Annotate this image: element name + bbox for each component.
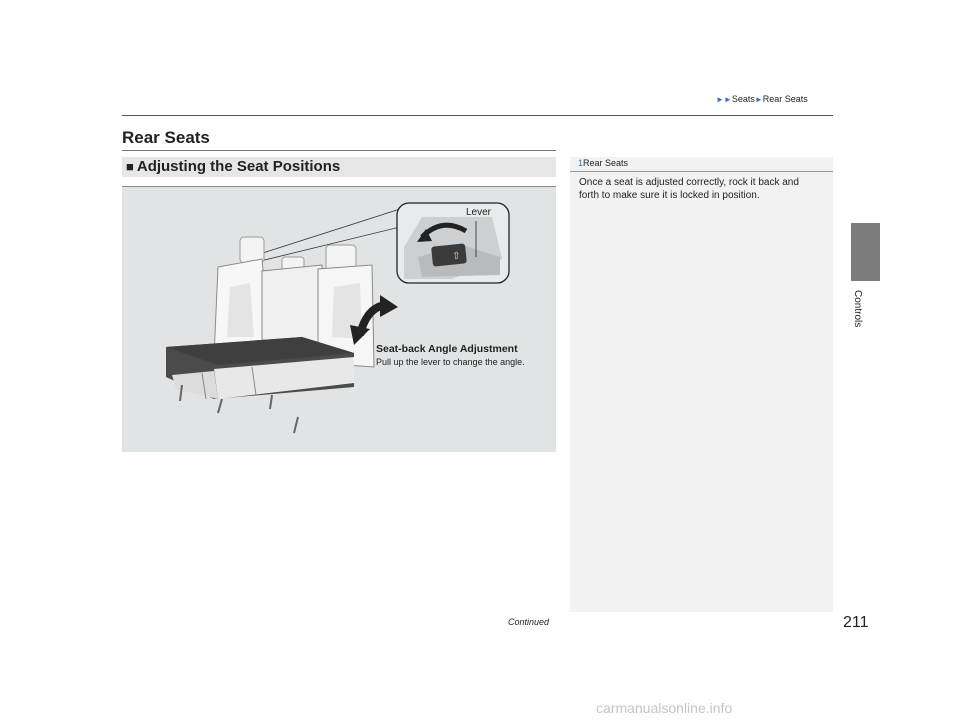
breadcrumb [716, 94, 808, 104]
side-note-heading-text: Rear Seats [583, 158, 629, 168]
title-divider [122, 150, 556, 151]
breadcrumb-arrow-icon: ► [754, 95, 763, 104]
section-title-text: Adjusting the Seat Positions [136, 158, 341, 175]
side-note-heading [578, 158, 628, 168]
page-number: 211 [843, 614, 869, 631]
page-title: Rear Seats [122, 128, 210, 147]
chapter-tab[interactable] [851, 223, 880, 281]
side-note-divider [570, 171, 833, 172]
chapter-tab-label[interactable]: Controls [852, 290, 863, 328]
lever-label: Lever [466, 207, 492, 218]
reference-number: 1 [578, 158, 584, 168]
rear-seat-illustration [122, 187, 556, 452]
breadcrumb-item-rear-seats[interactable]: Rear Seats [762, 94, 808, 104]
breadcrumb-arrow-icon: ► [723, 95, 732, 104]
breadcrumb-arrow-icon: ► [716, 95, 724, 104]
seat-back-adjustment-desc: Pull up the lever to change the angle. [376, 357, 525, 367]
header-divider [122, 115, 833, 116]
side-note-box [570, 157, 833, 612]
side-note-text: Once a seat is adjusted correctly, rock it back and forth to make sure it is locked in position. [579, 177, 799, 201]
seat-back-adjustment-title: Seat-back Angle Adjustment [376, 343, 518, 355]
seat-cushion [166, 337, 354, 433]
breadcrumb-item-seats[interactable]: Seats [731, 94, 755, 104]
watermark: carmanualsonline.info [596, 700, 733, 716]
continued-label: Continued [508, 617, 550, 627]
lever-inset [397, 203, 509, 283]
section-square-icon: ■ [126, 159, 134, 174]
section-title [126, 158, 340, 175]
svg-text:⇧: ⇧ [452, 251, 461, 262]
seat-figure [122, 186, 556, 452]
